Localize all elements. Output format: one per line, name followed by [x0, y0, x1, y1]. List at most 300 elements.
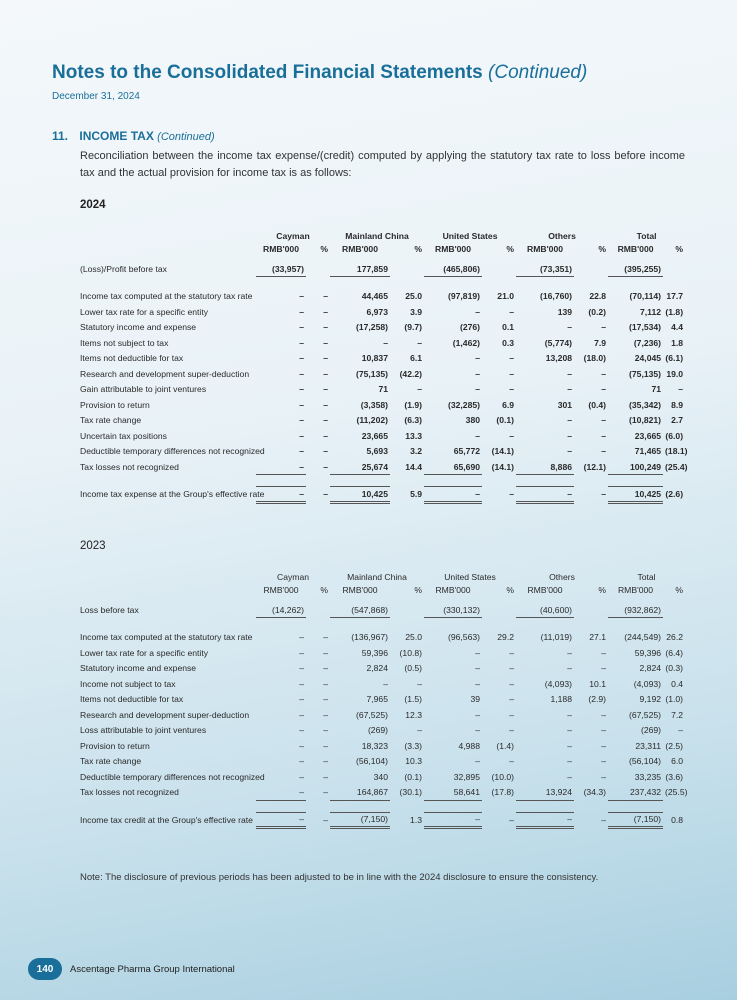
amount-cell: 340	[373, 771, 388, 782]
percent-cell: 17.7	[666, 291, 684, 302]
year-heading-2023: 2023	[80, 540, 106, 552]
table-row	[80, 382, 685, 398]
row-label: Items not deductible for tax	[80, 694, 184, 705]
percent-cell: (6.4)	[665, 647, 684, 658]
table-row	[80, 630, 685, 646]
amount-cell: 65,690	[424, 459, 482, 475]
region-header-row	[80, 570, 685, 583]
amount-cell: 23,311	[635, 740, 662, 751]
percent-cell: –	[417, 384, 423, 395]
table-row	[80, 785, 685, 801]
percent-cell: (0.2)	[588, 306, 607, 317]
percent-header: %	[675, 243, 684, 254]
effective-rate-row	[80, 487, 685, 503]
percent-cell: (2.6)	[665, 489, 684, 500]
percent-cell: –	[509, 306, 515, 317]
table-row	[80, 676, 685, 692]
percent-cell: 13.3	[405, 430, 423, 441]
percent-cell: (1.0)	[665, 694, 684, 705]
percent-cell: 12.3	[405, 709, 422, 720]
amount-cell: (269)	[367, 725, 388, 736]
amount-cell: 71,465	[634, 446, 662, 457]
percent-cell: –	[417, 725, 422, 736]
amount-cell: (244,549)	[624, 632, 662, 643]
region-header: Cayman	[276, 230, 310, 241]
amount-cell: –	[475, 353, 481, 364]
amount-cell: –	[256, 785, 306, 801]
percent-cell: (2.9)	[588, 694, 607, 705]
amount-cell: –	[475, 384, 481, 395]
amount-cell: –	[299, 446, 304, 457]
row-label: Items not subject to tax	[80, 337, 169, 348]
unit-header-row	[80, 583, 685, 596]
percent-cell: (10.8)	[399, 647, 422, 658]
percent-cell: 6.0	[671, 756, 684, 767]
amount-cell: (56,104)	[629, 756, 662, 767]
percent-cell: (0.4)	[588, 399, 607, 410]
percent-cell: –	[323, 399, 328, 410]
row-label: Items not deductible for tax	[80, 353, 184, 364]
region-header: Total	[636, 230, 657, 241]
percent-cell: (9.7)	[404, 322, 423, 333]
row-label: Tax rate change	[80, 415, 142, 426]
percent-cell: –	[678, 384, 684, 395]
percent-cell: –	[323, 632, 328, 643]
percent-cell: (1.4)	[496, 740, 514, 751]
amount-cell: (4,093)	[633, 678, 662, 689]
row-label: Income tax computed at the statutory tax rate	[80, 291, 253, 302]
percent-header: %	[320, 243, 328, 254]
region-header: United States	[442, 230, 498, 241]
spacer-row	[80, 618, 685, 630]
amount-cell: 23,665	[361, 430, 388, 441]
row-label: Loss before tax	[80, 604, 139, 615]
page-number: 140	[28, 958, 62, 980]
amount-cell: 2,824	[366, 663, 388, 674]
percent-cell: –	[601, 322, 607, 333]
percent-header: %	[414, 243, 423, 254]
amount-cell: (67,525)	[355, 709, 388, 720]
profit-before-tax-row	[80, 261, 685, 277]
percent-cell: (34.3)	[583, 787, 607, 798]
percent-cell: –	[601, 368, 607, 379]
percent-cell: (3.6)	[665, 771, 684, 782]
percent-cell: 27.1	[589, 632, 607, 643]
header-blank	[80, 229, 256, 242]
percent-cell: 25.0	[405, 291, 423, 302]
percent-cell	[390, 261, 424, 277]
amount-cell: 4,988	[458, 740, 480, 751]
amount-cell: (932,862)	[608, 602, 663, 618]
spacer-row	[80, 475, 685, 487]
amount-cell: 177,859	[330, 261, 390, 277]
amount-cell: (32,285)	[448, 399, 481, 410]
amount-cell: 2,824	[639, 663, 662, 674]
percent-header: %	[320, 584, 328, 595]
amount-cell: –	[299, 756, 304, 767]
percent-cell: –	[323, 384, 328, 395]
percent-cell: –	[601, 446, 607, 457]
table-row	[80, 754, 685, 770]
percent-cell: (30.1)	[399, 787, 422, 798]
percent-cell: 3.2	[410, 446, 423, 457]
percent-cell: (18.1)	[665, 446, 688, 457]
row-label: Tax losses not recognized	[80, 461, 179, 472]
percent-cell: –	[509, 489, 515, 500]
amount-cell: (73,351)	[516, 261, 574, 277]
percent-cell	[574, 602, 608, 618]
amount-cell: 100,249	[608, 459, 663, 475]
amount-cell: 164,867	[330, 785, 390, 801]
percent-cell: –	[323, 787, 328, 798]
percent-cell: –	[323, 678, 328, 689]
table-row	[80, 335, 685, 351]
percent-cell: –	[323, 663, 328, 674]
amount-cell: 33,235	[634, 771, 662, 782]
percent-cell: 5.9	[410, 489, 423, 500]
amount-cell: (14,262)	[256, 602, 306, 618]
amount-cell: 24,045	[634, 353, 662, 364]
region-header: Cayman	[277, 571, 309, 582]
percent-cell: (1.5)	[404, 694, 422, 705]
section-number: 11.	[52, 129, 69, 143]
amount-cell: –	[424, 487, 482, 503]
percent-cell: –	[323, 322, 328, 333]
row-label: Deductible temporary differences not recognized	[80, 771, 265, 782]
row-label: Research and development super-deduction	[80, 709, 250, 720]
unit-header-row	[80, 242, 685, 255]
percent-cell: (0.3)	[665, 663, 684, 674]
amount-cell: (547,868)	[330, 602, 390, 618]
company-name: Ascentage Pharma Group International	[70, 963, 235, 975]
percent-cell: (1.9)	[404, 399, 423, 410]
row-label: (Loss)/Profit before tax	[80, 263, 167, 274]
percent-cell: 4.4	[671, 322, 684, 333]
page-title-text: Notes to the Consolidated Financial Statements	[52, 62, 483, 83]
amount-cell: –	[256, 459, 306, 475]
percent-cell: 21.0	[497, 291, 515, 302]
amount-cell: –	[475, 306, 481, 317]
percent-header: %	[506, 243, 515, 254]
percent-cell: –	[601, 647, 607, 658]
percent-cell	[306, 602, 330, 618]
percent-cell: –	[509, 678, 514, 689]
percent-cell: –	[323, 771, 328, 782]
region-header: Others	[549, 571, 575, 582]
percent-cell: –	[323, 725, 328, 736]
amount-cell: –	[567, 647, 572, 658]
amount-cell: –	[299, 647, 304, 658]
amount-cell: (75,135)	[355, 368, 388, 379]
percent-cell: (17.8)	[491, 787, 514, 798]
amount-cell: –	[567, 756, 572, 767]
percent-cell: 3.9	[410, 306, 423, 317]
table-row	[80, 723, 685, 739]
amount-cell: 18,323	[361, 740, 388, 751]
amount-cell: 139	[557, 306, 573, 317]
amount-cell: –	[299, 384, 304, 395]
percent-header: %	[414, 584, 422, 595]
percent-cell: –	[601, 756, 607, 767]
percent-cell: –	[323, 337, 328, 348]
percent-cell: (25.5)	[665, 787, 688, 798]
percent-cell: –	[509, 647, 514, 658]
amount-cell: –	[383, 337, 388, 348]
region-header: Others	[548, 230, 576, 241]
percent-cell: –	[678, 725, 684, 736]
row-label: Income tax credit at the Group's effective rate	[80, 814, 253, 825]
amount-cell: –	[299, 353, 304, 364]
row-label: Provision to return	[80, 740, 150, 751]
percent-cell: –	[323, 814, 328, 825]
amount-cell: –	[299, 430, 304, 441]
percent-cell: –	[323, 430, 328, 441]
percent-cell: (1.8)	[665, 306, 684, 317]
row-label: Tax losses not recognized	[80, 787, 179, 798]
row-label: Statutory income and expense	[80, 663, 197, 674]
percent-cell: 19.0	[666, 368, 684, 379]
percent-cell: –	[323, 368, 328, 379]
table-row	[80, 459, 685, 475]
amount-cell: (56,104)	[355, 756, 388, 767]
percent-header: %	[506, 584, 514, 595]
amount-cell: –	[475, 430, 481, 441]
region-header-row	[80, 229, 685, 242]
amount-cell: (330,132)	[424, 602, 482, 618]
amount-cell: –	[475, 647, 480, 658]
percent-cell: –	[323, 647, 328, 658]
amount-cell: –	[567, 709, 572, 720]
amount-cell: 7,965	[366, 694, 388, 705]
percent-cell: –	[323, 306, 328, 317]
amount-header: RMB'000	[342, 243, 378, 254]
page-title-continued: (Continued)	[488, 62, 588, 83]
amount-cell: 5,693	[366, 446, 388, 457]
amount-cell: (1,462)	[452, 337, 481, 348]
amount-cell: 8,886	[516, 459, 574, 475]
region-header: Mainland China	[345, 230, 409, 241]
header-blank	[80, 242, 256, 255]
amount-cell: (5,774)	[544, 337, 573, 348]
amount-cell: –	[567, 415, 573, 426]
row-label: Lower tax rate for a specific entity	[80, 647, 209, 658]
table-row	[80, 304, 685, 320]
percent-cell: –	[601, 489, 607, 500]
percent-cell: –	[323, 353, 328, 364]
table-row	[80, 320, 685, 336]
amount-cell: –	[475, 709, 480, 720]
amount-header: RMB'000	[527, 243, 563, 254]
percent-cell: 7.2	[671, 709, 684, 720]
percent-cell: (14.1)	[491, 461, 515, 472]
percent-cell: 10.3	[405, 756, 422, 767]
row-label: Tax rate change	[80, 756, 142, 767]
percent-cell: –	[509, 368, 515, 379]
percent-cell: –	[323, 291, 328, 302]
amount-cell: –	[567, 725, 572, 736]
amount-cell: –	[475, 725, 480, 736]
amount-cell: 25,674	[330, 459, 390, 475]
row-label: Loss attributable to joint ventures	[80, 725, 207, 736]
amount-cell: (7,150)	[608, 812, 663, 828]
amount-cell: (10,821)	[629, 415, 662, 426]
amount-cell: (465,806)	[424, 261, 482, 277]
amount-cell: –	[256, 812, 306, 828]
percent-cell	[306, 261, 330, 277]
amount-cell: 380	[465, 415, 481, 426]
amount-cell: –	[256, 487, 306, 503]
percent-cell	[482, 602, 516, 618]
amount-cell: –	[299, 337, 304, 348]
section-heading	[52, 129, 215, 143]
table-row	[80, 707, 685, 723]
amount-cell: (7,150)	[330, 812, 390, 828]
percent-cell: –	[323, 709, 328, 720]
amount-cell: (16,760)	[540, 291, 573, 302]
percent-cell: (6.0)	[665, 430, 684, 441]
amount-cell: –	[475, 663, 480, 674]
amount-cell: 10,425	[608, 487, 663, 503]
amount-cell: –	[383, 678, 388, 689]
page-footer	[28, 958, 235, 980]
table-row	[80, 397, 685, 413]
percent-cell: –	[601, 415, 607, 426]
percent-cell: –	[509, 709, 514, 720]
amount-header: RMB'000	[263, 243, 299, 254]
percent-cell: –	[417, 678, 422, 689]
header-blank	[80, 583, 256, 596]
table-row	[80, 444, 685, 460]
amount-cell: (96,563)	[447, 632, 480, 643]
amount-cell: –	[567, 368, 573, 379]
amount-cell: (33,957)	[256, 261, 306, 277]
amount-cell: –	[299, 740, 304, 751]
amount-cell: (40,600)	[516, 602, 574, 618]
amount-header: RMB'000	[435, 584, 471, 595]
percent-cell: –	[601, 663, 607, 674]
amount-cell: –	[299, 415, 304, 426]
amount-cell: (11,019)	[540, 632, 572, 643]
amount-cell: 6,973	[366, 306, 388, 317]
amount-cell: –	[299, 663, 304, 674]
percent-cell: (12.1)	[583, 461, 607, 472]
percent-cell: –	[323, 694, 328, 705]
amount-cell: –	[299, 694, 304, 705]
section-title: INCOME TAX	[79, 129, 154, 143]
amount-header: RMB'000	[617, 243, 654, 254]
amount-cell: 23,665	[634, 430, 662, 441]
percent-header: %	[598, 243, 607, 254]
percent-cell: 2.7	[671, 415, 684, 426]
amount-cell: –	[567, 740, 572, 751]
year-heading-2024: 2024	[80, 199, 106, 211]
region-header: Total	[637, 571, 656, 582]
percent-cell: –	[601, 814, 607, 825]
percent-cell: –	[601, 430, 607, 441]
percent-cell: 0.3	[502, 337, 515, 348]
header-blank	[80, 570, 256, 583]
percent-cell: 14.4	[405, 461, 423, 472]
percent-cell: 0.1	[502, 322, 515, 333]
row-label: Income not subject to tax	[80, 678, 176, 689]
percent-cell: 8.9	[671, 399, 684, 410]
percent-cell: 0.4	[671, 678, 684, 689]
percent-cell: –	[601, 384, 607, 395]
row-label: Deductible temporary differences not recognized	[80, 446, 265, 457]
row-label: Income tax expense at the Group's effective rate	[80, 489, 265, 500]
percent-cell: (42.2)	[399, 368, 423, 379]
percent-cell: (3.3)	[404, 740, 422, 751]
amount-cell: 13,924	[516, 785, 574, 801]
percent-header: %	[598, 584, 607, 595]
percent-cell: 0.8	[671, 814, 684, 825]
percent-cell	[663, 602, 685, 618]
percent-cell: –	[601, 740, 607, 751]
percent-cell: –	[601, 725, 607, 736]
percent-cell: (0.1)	[404, 771, 422, 782]
amount-header: RMB'000	[263, 584, 299, 595]
amount-cell: 7,112	[640, 306, 662, 317]
amount-cell: –	[567, 322, 573, 333]
amount-cell: –	[299, 725, 304, 736]
amount-cell: (35,342)	[629, 399, 662, 410]
percent-cell: –	[509, 756, 514, 767]
amount-cell: –	[475, 678, 480, 689]
amount-cell: 44,465	[361, 291, 388, 302]
amount-cell: –	[516, 487, 574, 503]
amount-cell: –	[299, 291, 304, 302]
row-label: Research and development super-deduction	[80, 368, 250, 379]
percent-cell: (25.4)	[665, 461, 688, 472]
percent-cell: –	[509, 694, 514, 705]
percent-cell: (6.1)	[665, 353, 684, 364]
percent-cell: 6.1	[410, 353, 423, 364]
amount-cell: –	[299, 632, 304, 643]
amount-cell: –	[475, 368, 481, 379]
amount-cell: (97,819)	[448, 291, 481, 302]
percent-cell: –	[509, 814, 514, 825]
amount-cell: –	[299, 399, 304, 410]
percent-cell: 1.3	[410, 814, 422, 825]
region-header: United States	[444, 571, 496, 582]
amount-cell: (70,114)	[629, 291, 662, 302]
footnote: Note: The disclosure of previous periods has been adjusted to be in line with the 2024 disclosure to ensure the consistency.	[80, 872, 599, 883]
amount-cell: (7,236)	[633, 337, 662, 348]
page-title	[52, 62, 587, 84]
amount-cell: –	[299, 709, 304, 720]
amount-cell: 71	[651, 384, 662, 395]
spacer-row	[80, 277, 685, 289]
percent-cell	[663, 261, 685, 277]
percent-cell: –	[601, 709, 607, 720]
percent-cell: (0.1)	[496, 415, 515, 426]
amount-cell: –	[299, 322, 304, 333]
row-label: Gain attributable to joint ventures	[80, 384, 207, 395]
amount-cell: (11,202)	[356, 415, 388, 426]
row-label: Income tax computed at the statutory tax rate	[80, 632, 253, 643]
percent-cell: –	[509, 725, 514, 736]
percent-cell: (0.5)	[404, 663, 422, 674]
amount-cell: (17,534)	[629, 322, 662, 333]
table-row	[80, 351, 685, 367]
percent-cell: (14.1)	[491, 446, 515, 457]
percent-cell: –	[509, 384, 515, 395]
row-label: Uncertain tax positions	[80, 430, 167, 441]
spacer-cell	[80, 800, 685, 812]
amount-cell: 10,837	[361, 353, 388, 364]
row-label: Lower tax rate for a specific entity	[80, 306, 209, 317]
amount-cell: 32,895	[453, 771, 480, 782]
